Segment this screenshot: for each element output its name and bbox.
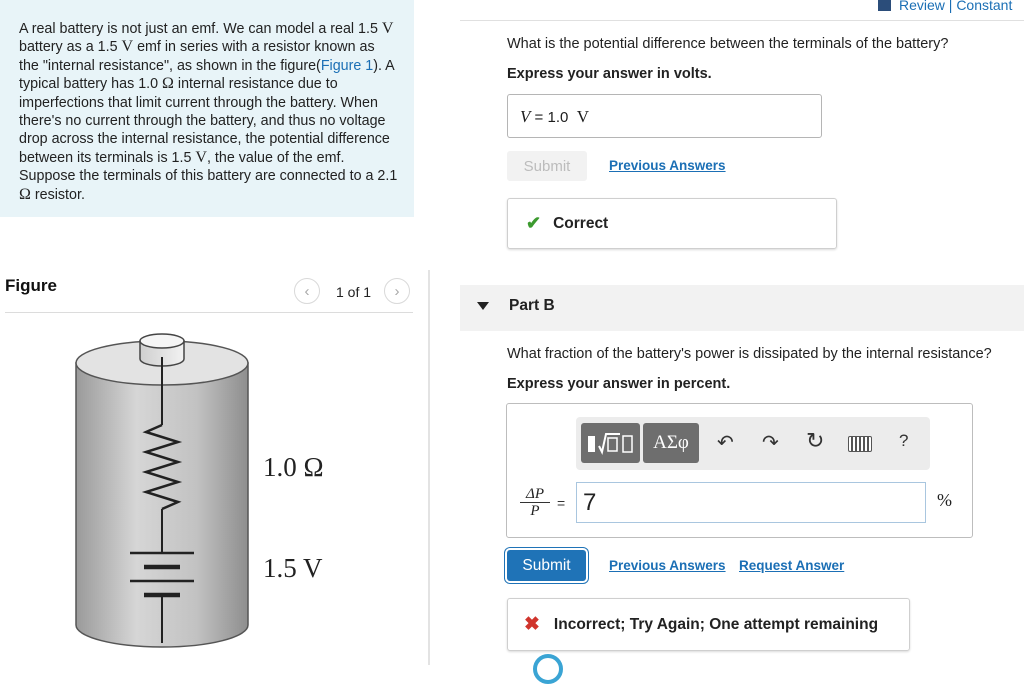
hint-icon[interactable] (533, 654, 563, 684)
chevron-left-icon: ‹ (304, 282, 310, 300)
equals-sign: = (557, 495, 566, 511)
greek-symbols-button[interactable]: ΑΣφ (643, 423, 699, 463)
answer-variable-fraction: $\frac{\Delta P}{P}$ (520, 486, 550, 519)
chevron-right-icon: › (394, 282, 400, 300)
resistance-label: 1.0 Ω (263, 452, 324, 482)
redo-icon[interactable]: ↷ (762, 432, 779, 454)
x-mark-icon: ✖ (524, 614, 540, 635)
figure-divider (5, 312, 413, 313)
partA-question: What is the potential difference between the terminals of the battery? (507, 36, 949, 52)
book-icon (878, 0, 891, 11)
partA-instruction: Express your answer in volts. (507, 66, 712, 82)
help-icon[interactable]: ? (899, 431, 909, 450)
percent-unit: % (937, 490, 952, 510)
partB-previous-answers-link[interactable]: Previous Answers (609, 558, 726, 573)
partB-title: Part B (509, 297, 555, 314)
partA-feedback: ✔ Correct (507, 198, 837, 249)
partA-submit-button[interactable]: Submit (507, 151, 587, 181)
review-constants-link[interactable]: Review | Constant (878, 0, 1012, 13)
partB-answer-input[interactable] (576, 482, 926, 523)
reset-icon[interactable]: ↻ (806, 428, 825, 453)
panel-divider (428, 270, 430, 665)
partA-previous-answers-link[interactable]: Previous Answers (609, 158, 726, 173)
figure-prev-button[interactable] (294, 278, 320, 304)
emf-label: 1.5 V (263, 553, 323, 583)
partA-answer-display: V = 1.0 V (507, 94, 822, 138)
keyboard-icon[interactable] (848, 436, 872, 452)
battery-figure (70, 325, 260, 655)
checkmark-icon: ✔ (526, 213, 542, 233)
partB-feedback: ✖ Incorrect; Try Again; One attempt remaining (507, 598, 910, 651)
caret-down-icon[interactable] (477, 302, 489, 310)
figure-counter: 1 of 1 (336, 284, 372, 300)
partB-submit-button[interactable]: Submit (507, 550, 586, 581)
top-divider (460, 20, 1024, 21)
figure-next-button[interactable] (384, 278, 410, 304)
figure-title: Figure (5, 276, 57, 295)
templates-icon (586, 430, 636, 456)
partB-instruction: Express your answer in percent. (507, 376, 731, 392)
figure-link[interactable]: Figure 1 (320, 57, 374, 74)
templates-button[interactable] (581, 423, 640, 463)
problem-statement: A real battery is not just an emf. We can model a real 1.5 V battery as a 1.5 V emf in series with a resistor known as the "internal resistance", as shown in the figure(Figure 1). A typical battery has 1.0 Ω internal resistance due to imperfections that limit current through the battery. When there's no current through the battery, and thus no voltage drop across the internal resistance, the potential difference between its terminals is 1.5 V, the value of the emf. Suppose the terminals of this battery are connected to a 2.1 Ω resistor. (0, 0, 414, 217)
request-answer-link[interactable]: Request Answer (739, 558, 845, 573)
undo-icon[interactable]: ↶ (717, 432, 734, 454)
partB-question: What fraction of the battery's power is dissipated by the internal resistance? (507, 346, 992, 362)
